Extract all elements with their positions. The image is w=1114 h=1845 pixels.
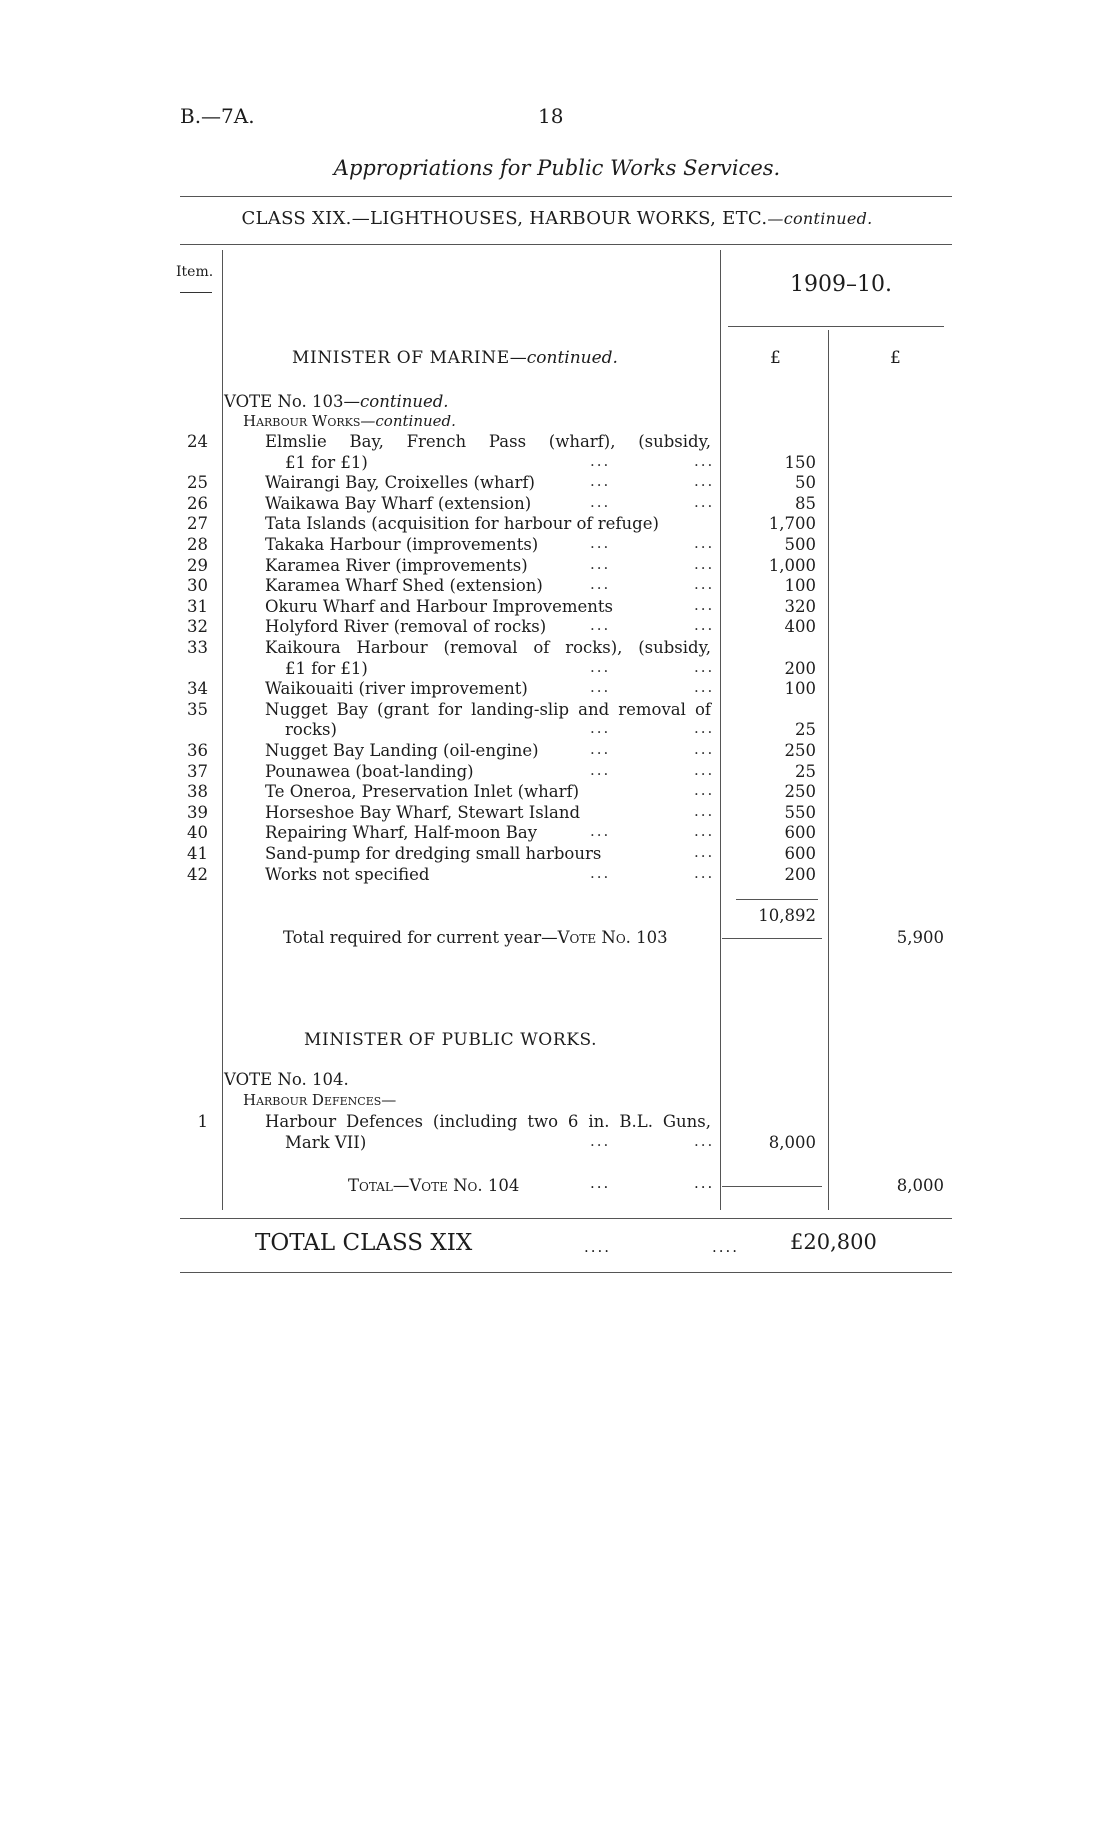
item-amount: 200 (784, 864, 816, 884)
vote-103-total-label: Total required for current year—Vote No. 103 (283, 928, 668, 947)
leader-dots: ... (590, 740, 611, 758)
item-column-rule (222, 250, 223, 1210)
leader-dots: ... (694, 740, 715, 758)
grand-total-amount: £20,800 (790, 1230, 877, 1254)
item-description: Nugget Bay Landing (oil-engine) (265, 741, 539, 760)
leader-dots: ... (694, 843, 715, 861)
item-description: Holyford River (removal of rocks) (265, 617, 547, 637)
item-description: Karamea River (improvements) (265, 555, 528, 575)
amount-column-rule (828, 330, 829, 1210)
item-description: Karamea Wharf Shed (extension) (265, 576, 543, 596)
leader-dots: ... (694, 781, 715, 800)
leader-dots: ... (694, 760, 715, 779)
subtotal-rule (736, 899, 818, 900)
leader-dots: ... (694, 822, 715, 841)
vote-104-total-label: Total—Vote No. 104 (348, 1176, 520, 1195)
leader-dots: ... (694, 678, 715, 697)
leader-dots: ... (590, 822, 611, 841)
item-amount: 1,000 (768, 555, 816, 575)
item-description-continuation: Mark VII) (285, 1132, 367, 1152)
leader-dots: ... (694, 863, 715, 882)
item-description: Harbour Defences (including two 6 in. B.L. Guns, (265, 1112, 711, 1131)
leader-dots: ... (694, 719, 715, 738)
item-amount: 100 (784, 679, 816, 699)
item-amount: 600 (784, 844, 816, 863)
leader-dots: ... (590, 719, 611, 738)
document-reference: B.—7A. (180, 104, 255, 128)
leader-dots: ... (694, 595, 715, 614)
item-description: Okuru Wharf and Harbour Improvements (265, 596, 613, 616)
leader-dots: ... (590, 616, 611, 635)
year-column-header: 1909–10. (790, 272, 892, 297)
item-number: 36 (187, 741, 208, 760)
leader-dots: ... (694, 534, 715, 552)
item-amount: 100 (784, 576, 816, 596)
item-number: 37 (187, 761, 208, 781)
item-amount: 85 (795, 493, 816, 513)
class-heading-rule (180, 244, 952, 245)
grand-total-bottom-rule (180, 1272, 952, 1273)
item-amount: 25 (795, 720, 816, 740)
item-description: Works not specified (265, 864, 430, 884)
item-number: 31 (187, 596, 208, 616)
item-amount: 50 (795, 473, 816, 493)
vote-104-heading: VOTE No. 104. (224, 1070, 349, 1089)
item-number: 39 (187, 802, 208, 822)
item-number: 1 (197, 1112, 208, 1131)
item-number: 38 (187, 782, 208, 802)
item-number: 29 (187, 555, 208, 575)
item-number: 25 (187, 473, 208, 493)
leader-dots: ... (694, 1131, 715, 1150)
item-description: Tata Islands (acquisition for harbour of refuge) (265, 514, 659, 534)
item-number: 32 (187, 617, 208, 637)
item-description: Elmslie Bay, French Pass (wharf), (subsidy, (265, 432, 711, 451)
item-amount: 400 (784, 617, 816, 637)
leader-dots: ... (694, 1174, 715, 1192)
title-rule (180, 196, 952, 197)
leader-dots: ... (590, 1131, 611, 1150)
item-description: Waikouaiti (river improvement) (265, 679, 528, 699)
item-number: 35 (187, 699, 208, 719)
item-column-header: Item. (176, 264, 214, 280)
item-description: Waikawa Bay Wharf (extension) (265, 493, 532, 513)
leader-dots: ... (590, 492, 611, 511)
item-amount: 25 (795, 761, 816, 781)
vote-103-total: 5,900 (896, 928, 944, 947)
class-heading: CLASS XIX.—LIGHTHOUSES, HARBOUR WORKS, ETC.—continued. (241, 208, 873, 229)
item-amount: 1,700 (768, 514, 816, 534)
item-description: Te Oneroa, Preservation Inlet (wharf) (265, 782, 580, 802)
leader-dots: ... (694, 616, 715, 635)
leader-dots: .... (584, 1238, 612, 1256)
item-amount: 500 (784, 535, 816, 554)
vote-104-total: 8,000 (896, 1176, 944, 1195)
item-description: Pounawea (boat-landing) (265, 761, 474, 781)
item-number: 30 (187, 576, 208, 596)
item-description-continuation: rocks) (285, 720, 337, 740)
subhead: Harbour Works—continued. (243, 412, 456, 430)
grand-total-top-rule (180, 1218, 952, 1219)
unit-header-col1: £ (770, 348, 781, 368)
item-amount: 320 (784, 596, 816, 616)
leader-dots: ... (694, 554, 715, 573)
leader-dots: ... (590, 678, 611, 697)
item-amount: 550 (784, 802, 816, 822)
grand-total-label: TOTAL CLASS XIX (255, 1230, 473, 1256)
leader-dots: ... (694, 801, 715, 820)
page-number: 18 (538, 104, 564, 128)
leader-dots: .... (712, 1238, 740, 1256)
item-description: Repairing Wharf, Half-moon Bay (265, 823, 538, 843)
item-description: Horseshoe Bay Wharf, Stewart Island (265, 802, 581, 822)
item-number: 34 (187, 679, 208, 699)
item-description-continuation: £1 for £1) (285, 658, 368, 678)
item-number: 42 (187, 864, 208, 884)
item-description: Nugget Bay (grant for landing-slip and removal of (265, 699, 711, 719)
leader-dots: ... (694, 575, 715, 594)
item-number: 40 (187, 823, 208, 843)
subtotal-amount: 10,892 (758, 906, 816, 925)
total-rule (722, 938, 822, 939)
leader-dots: ... (694, 472, 715, 491)
leader-dots: ... (590, 657, 611, 676)
item-amount: 150 (784, 452, 816, 472)
leader-dots: ... (694, 492, 715, 511)
leader-dots: ... (694, 657, 715, 676)
leader-dots: ... (590, 760, 611, 779)
year-header-rule (728, 326, 944, 327)
minister-heading: MINISTER OF MARINE—continued. (292, 348, 618, 368)
item-number: 28 (187, 535, 208, 554)
item-amount: 8,000 (768, 1132, 816, 1152)
item-number: 27 (187, 514, 208, 534)
item-amount: 250 (784, 782, 816, 802)
item-number: 26 (187, 493, 208, 513)
leader-dots: ... (590, 1174, 611, 1192)
leader-dots: ... (590, 554, 611, 573)
leader-dots: ... (590, 472, 611, 491)
item-description: Wairangi Bay, Croixelles (wharf) (265, 473, 535, 493)
item-amount: 200 (784, 658, 816, 678)
item-amount: 600 (784, 823, 816, 843)
item-description-continuation: £1 for £1) (285, 452, 368, 472)
leader-dots: ... (590, 863, 611, 882)
item-number: 41 (187, 844, 208, 863)
leader-dots: ... (590, 451, 611, 470)
item-description: Takaka Harbour (improvements) (265, 535, 539, 554)
leader-dots: ... (590, 575, 611, 594)
unit-header-col2: £ (890, 348, 901, 368)
leader-dots: ... (590, 534, 611, 552)
item-header-underline (180, 292, 212, 293)
minister-heading-public-works: MINISTER OF PUBLIC WORKS. (304, 1030, 598, 1050)
item-description: Sand-pump for dredging small harbours (265, 844, 602, 863)
item-description: Kaikoura Harbour (removal of rocks), (subsidy, (265, 638, 711, 657)
item-amount: 250 (784, 741, 816, 760)
subhead-harbour-defences: Harbour Defences— (243, 1091, 397, 1109)
description-column-rule (720, 250, 721, 1210)
vote-heading: VOTE No. 103—continued. (224, 392, 449, 411)
page-title: Appropriations for Public Works Services. (333, 156, 781, 180)
item-number: 33 (187, 638, 208, 657)
leader-dots: ... (694, 451, 715, 470)
item-number: 24 (187, 432, 208, 451)
total-rule (722, 1186, 822, 1187)
